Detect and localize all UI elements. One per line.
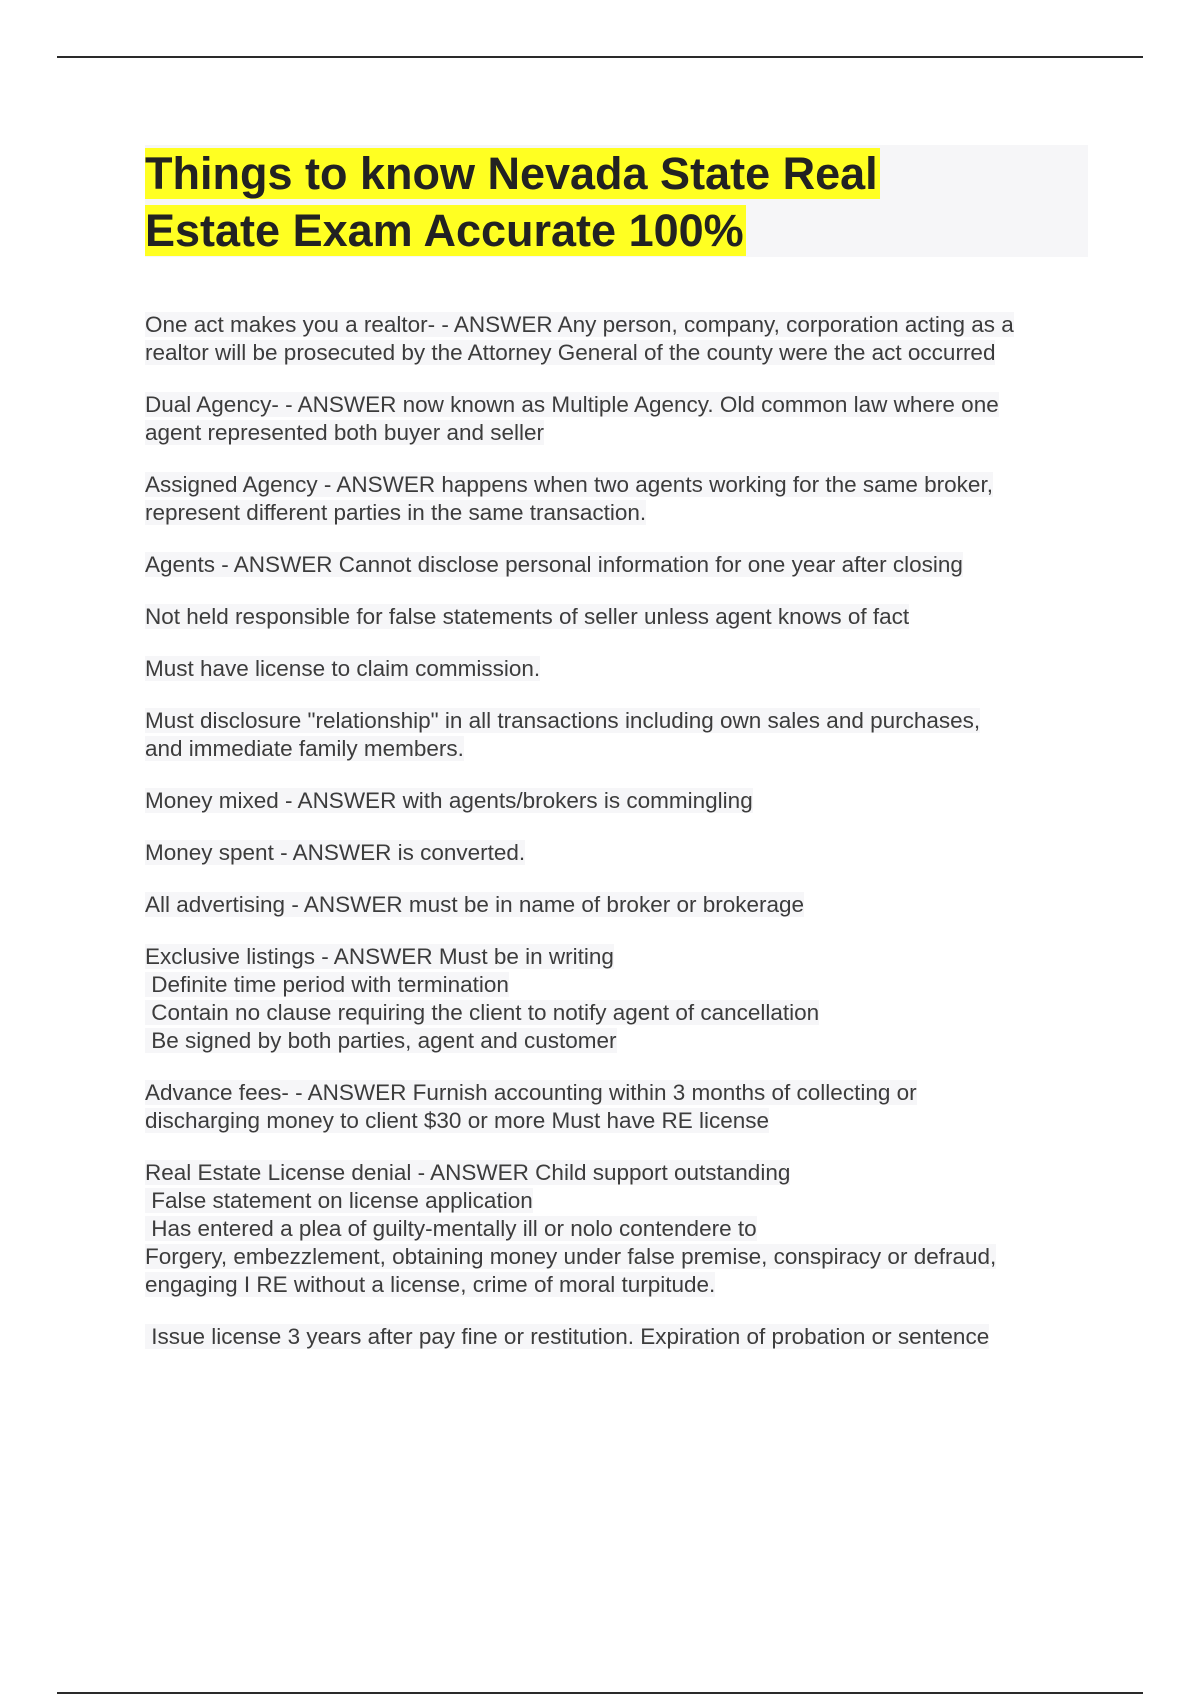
title-line-2: Estate Exam Accurate 100% [145,205,744,256]
paragraph-line [145,551,1090,579]
paragraph-line [145,1107,1090,1135]
paragraph-line [145,655,1090,683]
paragraph-line-text: and immediate family members. [145,736,464,761]
paragraph-line [145,311,1090,339]
paragraph-line-text: Money mixed - ANSWER with agents/brokers is commingling [145,788,753,813]
paragraph-line [145,419,1090,447]
paragraph-line-text: Must have license to claim commission. [145,656,541,681]
paragraph-line-text: Advance fees- - ANSWER Furnish accounting within 3 months of collecting or [145,1080,917,1105]
qa-paragraph [145,787,1090,815]
paragraph-line [145,603,1090,631]
paragraph-line-text: discharging money to client $30 or more Must have RE license [145,1108,770,1133]
paragraph-line [145,735,1090,763]
paragraph-line-text: False statement on license application [145,1188,533,1213]
paragraph-line-text: Agents - ANSWER Cannot disclose personal information for one year after closing [145,552,963,577]
paragraph-line-text: Definite time period with termination [145,972,509,997]
paragraph-line [145,1271,1090,1299]
qa-paragraph [145,603,1090,631]
paragraph-line [145,1323,1090,1351]
qa-paragraph [145,391,1090,447]
paragraph-line-text: Be signed by both parties, agent and customer [145,1028,617,1053]
paragraph-line [145,391,1090,419]
paragraph-line [145,707,1090,735]
paragraph-line-text: Exclusive listings - ANSWER Must be in writing [145,944,614,969]
paragraph-line-text: represent different parties in the same transaction. [145,500,647,525]
paragraph-line-text: All advertising - ANSWER must be in name of broker or brokerage [145,892,805,917]
top-rule [57,56,1143,58]
qa-paragraph [145,655,1090,683]
qa-paragraph [145,839,1090,867]
bottom-rule [57,1692,1143,1694]
paragraph-line [145,971,1090,999]
paragraph-line-text: Has entered a plea of guilty-mentally ill or nolo contendere to [145,1216,757,1241]
qa-paragraph [145,1079,1090,1135]
paragraph-line [145,339,1090,367]
paragraph-line-text: Not held responsible for false statements of seller unless agent knows of fact [145,604,910,629]
paragraph-line [145,891,1090,919]
paragraph-line-text: Money spent - ANSWER is converted. [145,840,526,865]
paragraph-line [145,1027,1090,1055]
paragraph-line-text: engaging I RE without a license, crime of moral turpitude. [145,1272,716,1297]
paragraph-line [145,1079,1090,1107]
paragraph-line [145,943,1090,971]
paragraph-line [145,1187,1090,1215]
qa-paragraph [145,1323,1090,1351]
paragraph-line-text: Forgery, embezzlement, obtaining money under false premise, conspiracy or defraud, [145,1244,997,1269]
qa-paragraph [145,551,1090,579]
page-title [145,145,1088,259]
paragraph-line-text: Real Estate License denial - ANSWER Child support outstanding [145,1160,791,1185]
paragraph-line-text: Assigned Agency - ANSWER happens when two agents working for the same broker, [145,472,993,497]
paragraph-line [145,1215,1090,1243]
paragraph-line-text: realtor will be prosecuted by the Attorney General of the county were the act occurred [145,340,996,365]
document-body [145,311,1090,1351]
title-line-1: Things to know Nevada State Real [145,148,878,199]
paragraph-line-text: One act makes you a realtor- - ANSWER Any person, company, corporation acting as a [145,312,1014,337]
paragraph-line [145,1243,1090,1271]
qa-paragraph [145,1159,1090,1299]
paragraph-line [145,471,1090,499]
paragraph-line [145,999,1090,1027]
qa-paragraph [145,943,1090,1055]
paragraph-line [145,1159,1090,1187]
paragraph-line [145,499,1090,527]
paragraph-line-text: agent represented both buyer and seller [145,420,545,445]
paragraph-line-text: Must disclosure "relationship" in all transactions including own sales and purchases, [145,708,981,733]
paragraph-line-text: Issue license 3 years after pay fine or restitution. Expiration of probation or sentence [145,1324,990,1349]
qa-paragraph [145,707,1090,763]
qa-paragraph [145,311,1090,367]
qa-paragraph [145,891,1090,919]
title-block [145,145,1088,257]
paragraph-line-text: Dual Agency- - ANSWER now known as Multiple Agency. Old common law where one [145,392,999,417]
paragraph-line [145,787,1090,815]
paragraph-line [145,839,1090,867]
qa-paragraph [145,471,1090,527]
paragraph-line-text: Contain no clause requiring the client to notify agent of cancellation [145,1000,820,1025]
